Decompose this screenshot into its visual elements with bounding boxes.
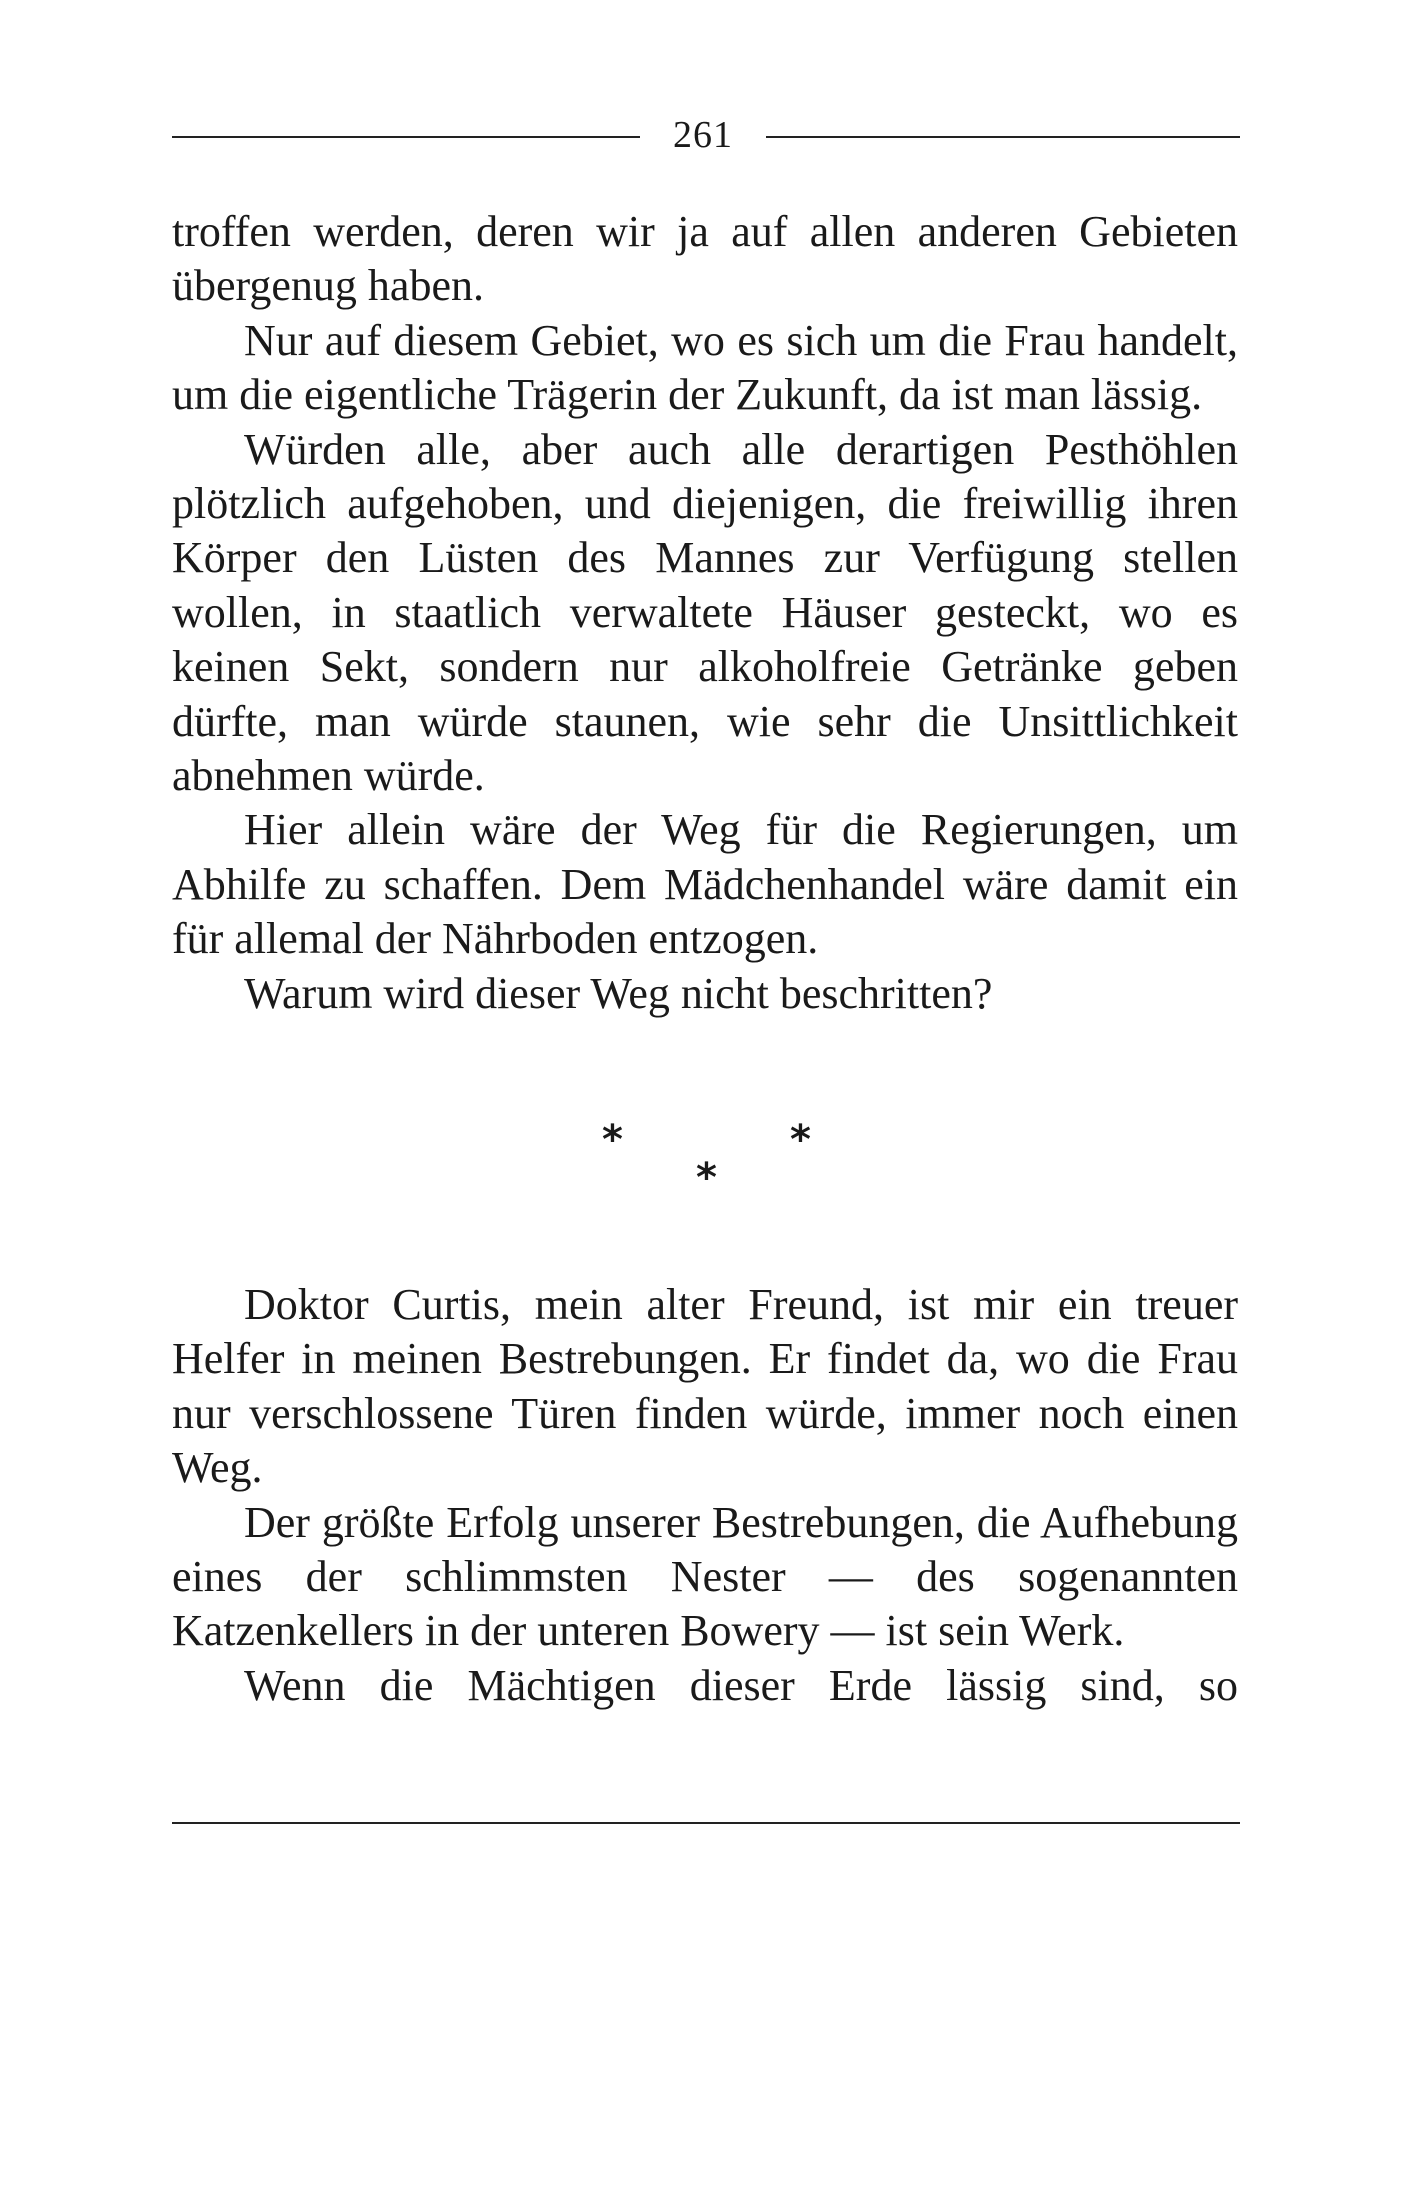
- paragraph-continued: Wenn die Mächtigen dieser Erde lässig sind, so: [244, 1660, 1238, 1710]
- paragraph: Der größte Erfolg unserer Bestrebungen, die Aufhebung eines der schlimmsten Nester — des sogenannten Katzenkellers in der unteren Bowery — ist sein Werk.: [172, 1497, 1238, 1656]
- paragraph: Nur auf diesem Gebiet, wo es sich um die Frau handelt, um die eigentliche Trägerin der Zukunft, da ist man lässig.: [172, 315, 1238, 420]
- paragraph: Doktor Curtis, mein alter Freund, ist mir ein treuer Helfer in meinen Bestrebungen. Er findet da, wo die Frau nur verschlossene Türen finden würde, immer noch einen Weg.: [172, 1280, 1238, 1493]
- page-number: 261: [673, 114, 733, 156]
- paragraph: troffen werden, deren wir ja auf allen anderen Gebieten übergenug haben.: [172, 207, 1238, 311]
- header-rule-right: [766, 136, 1240, 138]
- section-break-asterisks: [560, 1117, 840, 1230]
- header-rule-left: [172, 136, 640, 138]
- text-block-top: [172, 205, 1238, 1021]
- paragraph: Hier allein wäre der Weg für die Regierungen, um Abhilfe zu schaffen. Dem Mädchenhandel wäre damit ein für allemal der Nährboden entzogen.: [172, 805, 1238, 964]
- paragraph: Würden alle, aber auch alle derartigen Pesthöhlen plötzlich aufgehoben, und diejenigen, die freiwillig ihren Körper den Lüsten des Mannes zur Verfügung stellen wollen, in staatlich verwaltete Häuser gesteckt, wo es keinen Sekt, sondern nur alkoholfreie Getränke geben dürfte, man würde staunen, wie sehr die Unsittlichkeit abnehmen würde.: [172, 424, 1238, 801]
- running-header: [172, 108, 1240, 162]
- paragraph: Warum wird dieser Weg nicht beschritten?: [244, 968, 993, 1018]
- text-block-bottom: [172, 1278, 1238, 1713]
- footer-rule: [172, 1822, 1240, 1824]
- asterisk: *: [696, 1155, 717, 1201]
- asterisk: *: [790, 1117, 811, 1163]
- asterisk: *: [602, 1117, 623, 1163]
